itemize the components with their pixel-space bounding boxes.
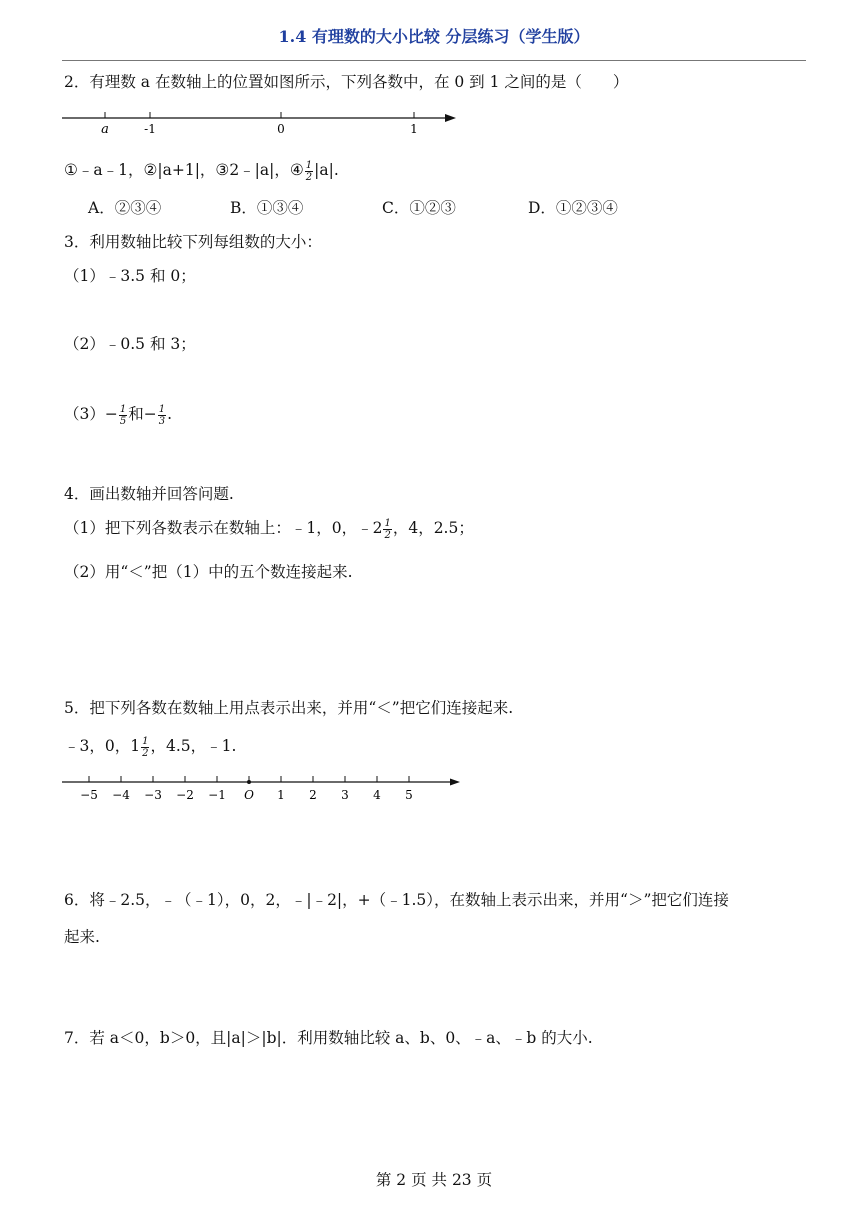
q3-stem: 3．利用数轴比较下列每组数的大小： [64, 233, 322, 251]
q5-numbers-prefix: ﹣3，0，1 [64, 737, 141, 755]
q2-label-neg1: -1 [144, 122, 156, 136]
q2-axis-arrow [445, 114, 456, 122]
q2-options-prefix: ①﹣a﹣1，②|a+1|，③2﹣|a|，④ [64, 161, 304, 179]
q2-label-0: 0 [277, 122, 285, 136]
q2-choice-b: B．①③④ [230, 199, 304, 217]
q2-label-1: 1 [410, 122, 418, 136]
q5-number-line [62, 770, 468, 806]
q2-options [64, 158, 339, 183]
q3-part3-prefix: （3）− [64, 405, 118, 423]
q6-line2: 起来. [64, 928, 100, 946]
q4-part1-fraction: $\frac{1}{2}$ [384, 517, 391, 541]
q2-choice-d: D．①②③④ [528, 199, 618, 217]
q5-stem: 5．把下列各数在数轴上用点表示出来，并用“＜”把它们连接起来. [64, 699, 514, 717]
q2-choice-a: A．②③④ [88, 199, 162, 217]
q3-part3-suffix: . [167, 405, 173, 423]
q3-part2: （2）﹣0.5 和 3； [64, 335, 196, 353]
q3-part3-fraction-2: $\frac{1}{3}$ [158, 403, 166, 427]
q4-part1-suffix: ，4，2.5； [392, 519, 474, 537]
q3-part3 [64, 402, 172, 427]
q5-numbers-fraction: $\frac{1}{2}$ [142, 735, 149, 759]
q5-numbers-suffix: ，4.5，﹣1. [150, 737, 237, 755]
q2-options-suffix: |a|. [314, 161, 339, 179]
page-header-title: 1.4 有理数的大小比较 分层练习（学生版） [278, 27, 590, 46]
q5-tick-label: −2 [176, 788, 194, 802]
page-footer: 第 2 页 共 23 页 [375, 1171, 493, 1189]
q4-part2: （2）用“＜”把（1）中的五个数连接起来. [64, 563, 353, 581]
q4-part1-prefix: （1）把下列各数表示在数轴上：﹣1，0，﹣2 [64, 519, 383, 537]
q6-line1: 6．将﹣2.5，﹣（﹣1），0，2，﹣|﹣2|，+（﹣1.5），在数轴上表示出来，并用“＞”把它们连接 [64, 891, 729, 909]
q5-tick-label: 5 [405, 788, 413, 802]
q5-numbers [64, 734, 236, 759]
q2-stem: 2．有理数 a 在数轴上的位置如图所示，下列各数中，在 0 到 1 之间的是（ ） [64, 73, 629, 91]
q2-label-a: a [101, 122, 109, 137]
q5-tick-label: 1 [277, 788, 285, 802]
q5-tick-label: 3 [341, 788, 349, 802]
q7-stem: 7．若 a＜0，b＞0，且|a|＞|b|．利用数轴比较 a、b、0、﹣a、﹣b 的大小. [64, 1029, 593, 1047]
q5-tick-label: −1 [208, 788, 226, 802]
q5-axis-arrow [450, 779, 460, 786]
q5-origin-dot [247, 780, 251, 784]
q4-part1 [64, 516, 474, 541]
q2-number-line [62, 104, 462, 140]
q3-part3-mid: 和− [128, 405, 157, 423]
q5-tick-label: −5 [80, 788, 98, 802]
q3-part1: （1）﹣3.5 和 0； [64, 267, 196, 285]
q5-tick-label: 4 [373, 788, 381, 802]
q4-stem: 4．画出数轴并回答问题. [64, 485, 234, 503]
q3-part3-fraction-1: $\frac{1}{5}$ [119, 403, 127, 427]
q2-choice-c: C．①②③ [382, 199, 456, 217]
q5-tick-label: −3 [144, 788, 162, 802]
header-rule [62, 60, 806, 61]
q5-tick-label: −4 [112, 788, 130, 802]
q5-tick-label: O [244, 788, 254, 802]
q2-options-fraction: $\frac{1}{2}$ [305, 159, 313, 183]
q5-ticks [80, 776, 413, 802]
q5-tick-label: 2 [309, 788, 317, 802]
